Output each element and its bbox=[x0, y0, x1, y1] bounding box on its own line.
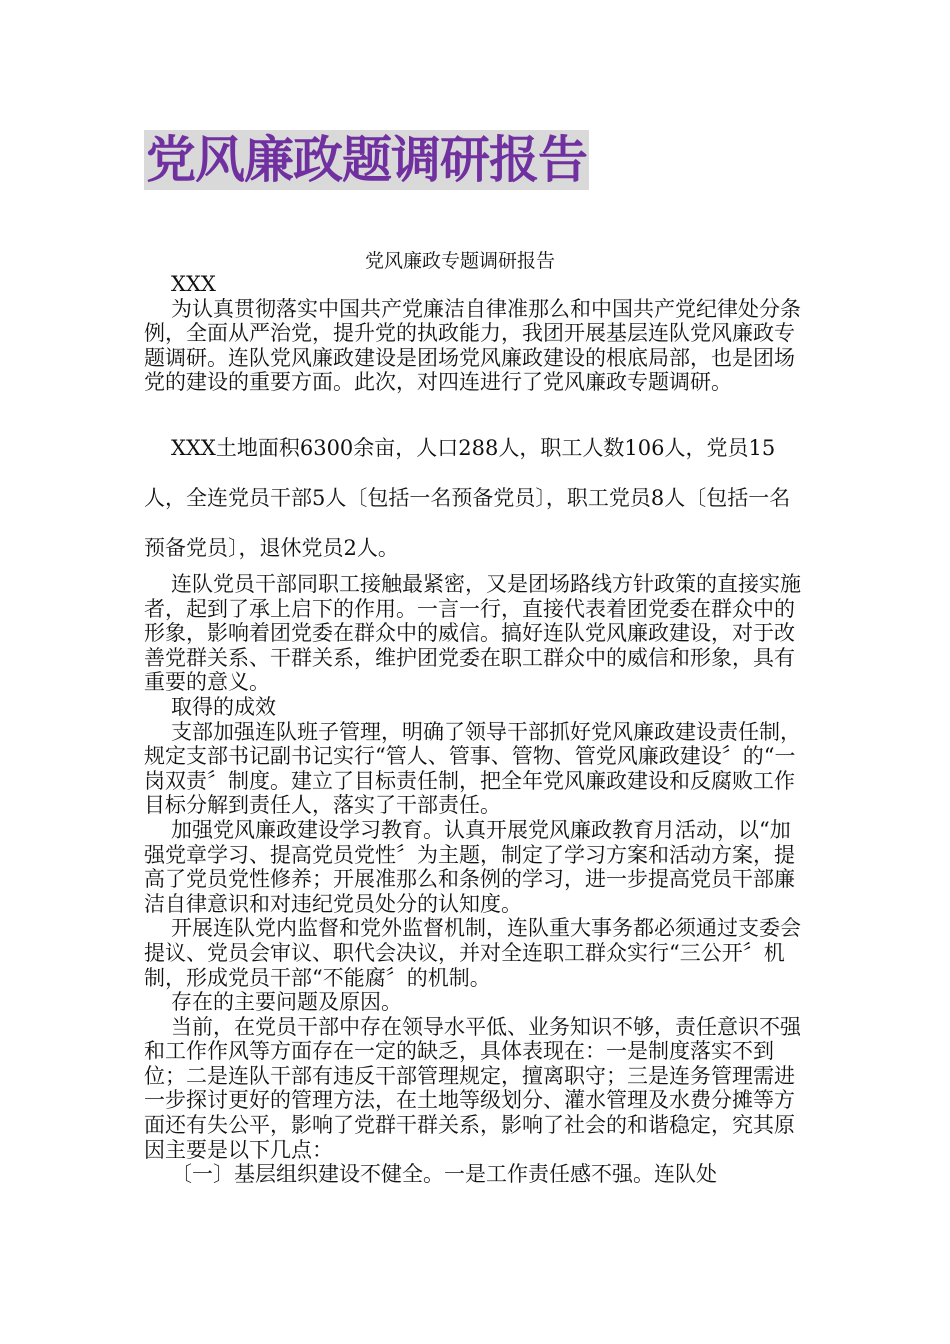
document-subtitle: 党风廉政专题调研报告 bbox=[364, 250, 555, 272]
document-title: 党风廉政题调研报告 bbox=[146, 131, 587, 189]
intro-paragraph: 为认真贯彻落实中国共产党廉洁自律准那么和中国共产党纪律处分条例，全面从严治党，提升党的执政能力，我团开展基层连队党风廉政专题调研。连队党风廉政建设是团场党风廉政建设的根底局部，也是团场党的建设的重要方面。此次，对四连进行了党风廉政专题调研。 bbox=[144, 296, 801, 395]
intro-block bbox=[144, 272, 810, 395]
body-paragraph: 连队党员干部同职工接触最紧密，又是团场路线方针政策的直接实施者，起到了承上启下的作用。一言一行，直接代表着团党委在群众中的形象，影响着团党委在群众中的威信。搞好连队党风廉政建设，对于改善党群关系、干群关系，维护团党委在职工群众中的威信和形象，具有重要的意义。 bbox=[144, 572, 801, 695]
body-paragraph: 开展连队党内监督和党外监督机制，连队重大事务都必须通过支委会提议、党员会审议、职代会决议，并对全连职工群众实行“三公开〞机制，形成党员干部“不能腐〞的机制。 bbox=[144, 916, 801, 990]
body-paragraph: 加强党风廉政建设学习教育。认真开展党风廉政教育月活动，以“加强党章学习、提高党员党性〞为主题，制定了学习方案和活动方案，提高了党员党性修养；开展准那么和条例的学习，进一步提高党员干部廉洁自律意识和对违纪党员处分的认知度。 bbox=[144, 817, 795, 916]
section-heading-problems: 存在的主要问题及原因。 bbox=[171, 990, 402, 1015]
stats-block bbox=[144, 423, 810, 573]
body-paragraph: 当前，在党员干部中存在领导水平低、业务知识不够，责任意识不强和工作作风等方面存在一定的缺乏，具体表现在：一是制度落实不到位；二是连队干部有违反干部管理规定，擅离职守；三是连务管理需进一步探讨更好的管理方法，在土地等级划分、灌水管理及水费分摊等方面还有失公平，影响了党群干群关系，影响了社会的和谐稳定，究其原因主要是以下几点： bbox=[144, 1014, 801, 1162]
author-line: XXX bbox=[171, 272, 216, 296]
body-paragraph: 支部加强连队班子管理，明确了领导干部抓好党风廉政建设责任制，规定支部书记副书记实行“管人、管事、管物、管党风廉政建设〞的“一岗双责〞制度。建立了目标责任制，把全年党风廉政建设和反腐败工作目标分解到责任人，落实了干部责任。 bbox=[144, 719, 801, 818]
stats-paragraph: XXX土地面积6300余亩，人口288人，职工人数106人，党员15人，全连党员干部5人〔包括一名预备党员〕，职工党员8人〔包括一名预备党员〕，退休党员2人。 bbox=[144, 436, 791, 560]
body-block bbox=[144, 572, 810, 1187]
section-heading-achievements: 取得的成效 bbox=[171, 694, 276, 719]
body-paragraph: 〔一〕基层组织建设不健全。一是工作责任感不强。连队处 bbox=[171, 1162, 717, 1187]
